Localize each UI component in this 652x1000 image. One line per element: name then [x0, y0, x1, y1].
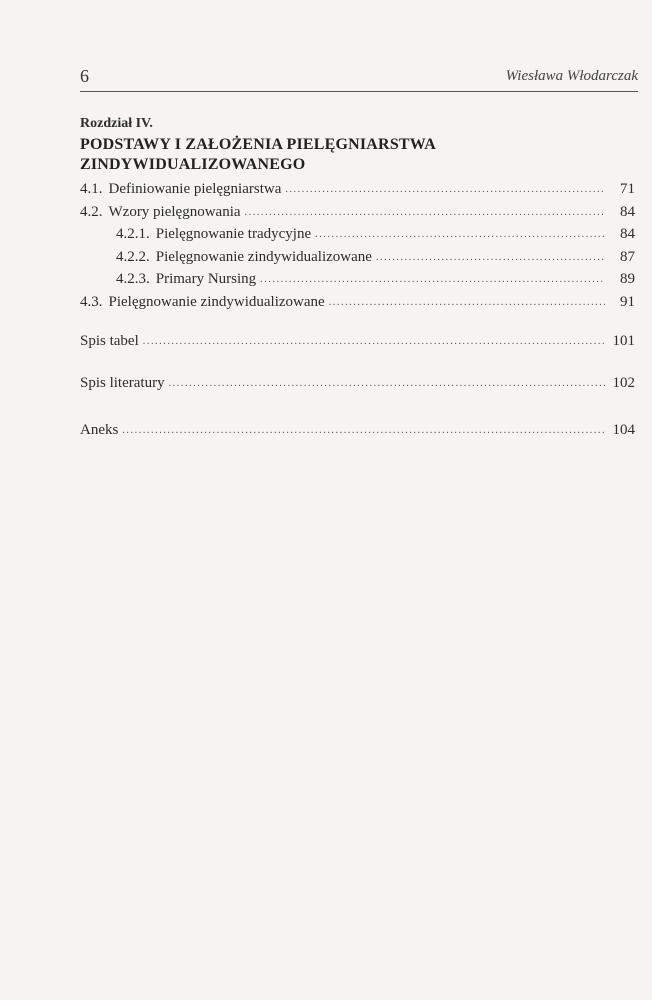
toc-entry-4-2-3[interactable] — [80, 268, 635, 291]
dot-leader — [122, 420, 605, 443]
running-head-author: Wiesława Włodarczak — [505, 68, 638, 84]
toc-entry-4-2[interactable] — [80, 201, 635, 224]
dot-leader — [260, 269, 605, 292]
toc-back-matter-tables — [80, 330, 635, 353]
toc-entry-page: 101 — [612, 333, 635, 349]
toc-entry-title: Definiowanie pielęgniarstwa — [108, 181, 282, 197]
toc-entry-aneks[interactable] — [80, 419, 635, 442]
toc-entry-number: 4.2.2. — [116, 248, 150, 265]
toc-entry-number: 4.3. — [80, 293, 103, 310]
toc-entry-4-2-1[interactable] — [80, 223, 635, 246]
toc-entry-title: Primary Nursing — [155, 271, 257, 288]
dot-leader — [376, 247, 605, 270]
toc-entry-4-2-2[interactable] — [80, 246, 635, 269]
toc-entry-number: 4.1. — [80, 181, 103, 197]
toc-entry-title: Spis literatury — [80, 375, 165, 391]
toc-entry-page: 91 — [620, 293, 635, 310]
toc-entry-spis-literatury[interactable] — [80, 372, 635, 395]
dot-leader — [245, 202, 605, 225]
dot-leader — [143, 331, 605, 354]
toc-back-matter-annex — [80, 419, 635, 442]
dot-leader — [315, 224, 605, 247]
chapter-title: PODSTAWY I ZAŁOŻENIA PIELĘGNIARSTWA ZINDYWIDUALIZOWANEGO — [80, 136, 436, 173]
page-number: 6 — [80, 66, 89, 86]
chapter-label: Rozdział IV. — [80, 116, 153, 131]
toc-entry-page: 104 — [612, 422, 635, 438]
toc-entry-page: 71 — [620, 181, 635, 197]
toc-entry-title: Pielęgnowanie tradycyjne — [155, 226, 312, 243]
dot-leader — [329, 292, 605, 315]
toc-entry-title: Wzory pielęgnowania — [108, 203, 241, 220]
page-header — [80, 66, 638, 92]
header-rule — [80, 91, 638, 92]
toc-entry-page: 84 — [620, 203, 635, 220]
toc-back-matter-literature — [80, 372, 635, 395]
toc-entry-title: Pielęgnowanie zindywidualizowane — [108, 293, 325, 310]
toc-entry-title: Spis tabel — [80, 333, 139, 349]
toc-entry-page: 87 — [620, 248, 635, 265]
toc-entry-number: 4.2.3. — [116, 271, 150, 288]
dot-leader — [169, 373, 605, 396]
toc-entry-spis-tabel[interactable] — [80, 330, 635, 353]
toc-entry-page: 84 — [620, 226, 635, 243]
chapter-heading — [80, 116, 640, 175]
toc-entry-title: Aneks — [80, 422, 119, 438]
toc-entry-4-3[interactable] — [80, 291, 635, 314]
table-of-contents — [80, 178, 635, 314]
toc-entry-number: 4.2.1. — [116, 226, 150, 243]
toc-entry-title: Pielęgnowanie zindywidualizowane — [155, 248, 372, 265]
toc-entry-4-1[interactable] — [80, 178, 635, 201]
toc-entry-number: 4.2. — [80, 203, 103, 220]
toc-entry-page: 102 — [612, 375, 635, 391]
toc-entry-page: 89 — [620, 271, 635, 288]
dot-leader — [285, 179, 605, 202]
